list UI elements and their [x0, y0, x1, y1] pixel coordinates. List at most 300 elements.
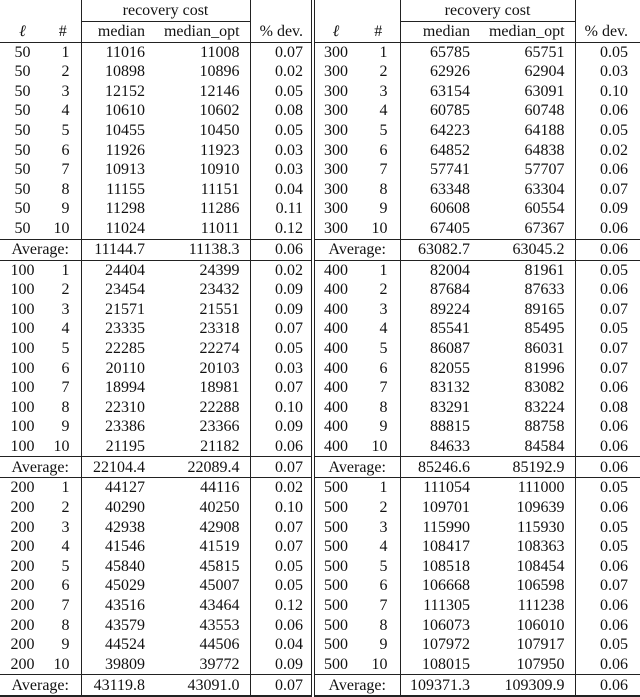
average-median-opt: 109309.9: [478, 675, 575, 697]
cell-instance: 4: [379, 102, 388, 120]
cell-median: 11926: [81, 141, 151, 161]
column-header-median-opt: median_opt: [478, 22, 575, 43]
cell-instance: 1: [379, 261, 388, 279]
table-row: [0, 498, 640, 518]
cell-dev: 0.06: [250, 616, 313, 636]
cell-instance: 1: [379, 479, 388, 497]
cell-instance: 2: [379, 63, 388, 81]
cell-median: 60785: [400, 101, 478, 121]
cell-dev: 0.08: [250, 101, 313, 121]
cell-median: 11155: [81, 180, 151, 200]
cell-l: 200: [10, 557, 35, 575]
average-row: [0, 675, 640, 697]
cell-l: 300: [313, 101, 357, 121]
average-median: 11144.7: [81, 239, 151, 260]
cell-median-opt: 63091: [524, 82, 565, 100]
cell-dev: 0.05: [575, 121, 640, 141]
cell-median-opt: 83224: [524, 398, 565, 416]
cell-dev: 0.05: [575, 478, 640, 498]
cell-median: 11298: [81, 199, 151, 219]
cell-median-opt: 109639: [516, 499, 565, 517]
cell-median: 85541: [400, 319, 478, 339]
cell-instance: 10: [53, 655, 70, 673]
cell-median: 108417: [400, 537, 478, 557]
cell-median: 86087: [400, 339, 478, 359]
cell-instance: 3: [61, 300, 70, 318]
cell-dev: 0.05: [250, 339, 313, 359]
column-header-median: median: [81, 22, 151, 43]
cell-l: 300: [313, 199, 357, 219]
average-median-opt: 11138.3: [151, 239, 250, 260]
blank-header: [357, 0, 400, 22]
cell-instance: 8: [379, 180, 388, 198]
cell-dev: 0.03: [250, 160, 313, 180]
cell-instance: 2: [61, 63, 70, 81]
cell-median-opt: 11151: [200, 180, 240, 198]
cell-dev: 0.06: [575, 280, 640, 300]
average-label: Average:: [0, 675, 81, 697]
cell-dev: 0.07: [250, 518, 313, 538]
cell-dev: 0.06: [575, 557, 640, 577]
cell-median-opt: 45007: [199, 577, 240, 595]
table-row: [0, 300, 640, 320]
cell-dev: 0.09: [250, 417, 313, 437]
cell-dev: 0.04: [250, 180, 313, 200]
cell-l: 200: [10, 616, 35, 634]
cell-median-opt: 22288: [199, 398, 240, 416]
cell-instance: 5: [379, 121, 388, 139]
table-row: [0, 537, 640, 557]
cell-instance: 5: [61, 121, 70, 139]
cell-l: 100: [10, 300, 35, 318]
cell-dev: 0.10: [250, 398, 313, 418]
cell-median-opt: 11923: [200, 141, 240, 159]
cell-instance: 6: [379, 141, 388, 159]
cell-median-opt: 44506: [199, 636, 240, 654]
average-median: 63082.7: [400, 239, 478, 260]
cell-dev: 0.06: [575, 219, 640, 239]
cell-median: 44127: [81, 478, 151, 498]
cell-dev: 0.06: [575, 498, 640, 518]
average-label: Average:: [313, 457, 400, 478]
cell-l: 200: [10, 655, 35, 673]
average-row: [0, 239, 640, 260]
cell-l: 400: [313, 437, 357, 457]
table-row: [0, 141, 640, 161]
table-row: [0, 378, 640, 398]
cell-median: 10898: [81, 62, 151, 82]
cell-instance: 6: [379, 359, 388, 377]
cell-instance: 5: [61, 339, 70, 357]
cell-instance: 6: [61, 141, 70, 159]
table-row: [0, 518, 640, 538]
cell-dev: 0.05: [575, 635, 640, 655]
table-row: [0, 655, 640, 675]
cell-l: 200: [10, 636, 35, 654]
cell-instance: 2: [61, 281, 70, 299]
cell-instance: 7: [379, 597, 388, 615]
cell-median: 45029: [81, 576, 151, 596]
table-row: [0, 635, 640, 655]
table-row: [0, 180, 640, 200]
cell-l: 400: [313, 378, 357, 398]
cell-median-opt: 24399: [199, 261, 240, 279]
cell-dev: 0.09: [575, 199, 640, 219]
cell-l: 400: [313, 359, 357, 379]
average-median: 85246.6: [400, 457, 478, 478]
cell-l: 200: [10, 499, 35, 517]
cell-instance: 4: [61, 538, 70, 556]
cell-instance: 9: [379, 418, 388, 436]
table-row: [0, 62, 640, 82]
cell-l: 500: [313, 655, 357, 675]
cell-l: 50: [14, 180, 31, 198]
cell-median: 65785: [400, 42, 478, 62]
cell-dev: 0.07: [250, 42, 313, 62]
cell-l: 100: [10, 339, 35, 357]
cell-dev: 0.02: [575, 141, 640, 161]
cell-instance: 10: [371, 219, 388, 237]
cell-instance: 1: [61, 261, 70, 279]
cell-dev: 0.11: [250, 199, 313, 219]
table-row: [0, 437, 640, 457]
blank-header: [313, 0, 357, 22]
cell-instance: 10: [53, 437, 70, 455]
cell-median: 108015: [400, 655, 478, 675]
cell-median-opt: 23318: [199, 320, 240, 338]
cell-median-opt: 39772: [199, 655, 240, 673]
average-label: Average:: [313, 239, 400, 260]
cell-dev: 0.07: [575, 300, 640, 320]
cell-median: 43579: [81, 616, 151, 636]
cell-l: 500: [313, 478, 357, 498]
cell-dev: 0.06: [575, 596, 640, 616]
cell-l: 100: [10, 320, 35, 338]
header-row-group: [0, 0, 640, 22]
cell-median-opt: 86031: [524, 339, 565, 357]
average-median-opt: 63045.2: [478, 239, 575, 260]
column-header-number: #: [45, 22, 81, 43]
cell-median: 23454: [81, 280, 151, 300]
cell-median-opt: 44116: [200, 479, 240, 497]
cell-l: 400: [313, 398, 357, 418]
cell-median-opt: 10910: [199, 161, 240, 179]
cell-median: 111054: [400, 478, 478, 498]
cell-l: 50: [14, 219, 31, 237]
column-header-dev: % dev.: [250, 22, 313, 43]
cell-l: 50: [14, 43, 31, 61]
cell-median-opt: 108363: [516, 538, 565, 556]
cell-median-opt: 21182: [200, 437, 240, 455]
cell-dev: 0.07: [575, 576, 640, 596]
cell-median-opt: 43464: [199, 597, 240, 615]
cell-instance: 1: [379, 43, 388, 61]
cell-median-opt: 64838: [524, 141, 565, 159]
cell-l: 100: [10, 437, 35, 455]
cell-dev: 0.02: [250, 478, 313, 498]
average-row: [0, 457, 640, 478]
cell-dev: 0.06: [575, 417, 640, 437]
cell-dev: 0.12: [250, 596, 313, 616]
column-header-number: #: [357, 22, 400, 43]
cell-median: 64852: [400, 141, 478, 161]
cell-instance: 5: [379, 557, 388, 575]
cell-l: 300: [313, 180, 357, 200]
cell-median: 22285: [81, 339, 151, 359]
cell-median: 11024: [81, 219, 151, 239]
cell-median: 82004: [400, 260, 478, 280]
cell-median: 89224: [400, 300, 478, 320]
cell-median: 67405: [400, 219, 478, 239]
average-label: Average:: [0, 239, 81, 260]
cell-median-opt: 23432: [199, 281, 240, 299]
cell-dev: 0.05: [575, 260, 640, 280]
cell-l: 500: [313, 596, 357, 616]
cell-median-opt: 10450: [199, 121, 240, 139]
cell-median: 23335: [81, 319, 151, 339]
table-row: [0, 596, 640, 616]
cell-median-opt: 81961: [524, 261, 565, 279]
cell-instance: 6: [61, 359, 70, 377]
cell-instance: 2: [379, 499, 388, 517]
table-row: [0, 260, 640, 280]
cell-median: 43516: [81, 596, 151, 616]
cell-instance: 10: [53, 219, 70, 237]
cell-instance: 9: [61, 636, 70, 654]
cell-median: 107972: [400, 635, 478, 655]
cell-dev: 0.05: [575, 537, 640, 557]
cell-dev: 0.06: [575, 655, 640, 675]
cell-l: 200: [10, 577, 35, 595]
cell-dev: 0.12: [250, 219, 313, 239]
cell-median-opt: 108454: [516, 557, 565, 575]
cell-instance: 3: [379, 82, 388, 100]
cell-median-opt: 64188: [524, 121, 565, 139]
cell-instance: 4: [379, 320, 388, 338]
average-dev: 0.07: [250, 675, 313, 697]
cell-l: 50: [14, 200, 31, 218]
cell-instance: 8: [61, 616, 70, 634]
cell-l: 50: [14, 121, 31, 139]
cell-median: 40290: [81, 498, 151, 518]
cell-dev: 0.07: [250, 537, 313, 557]
cell-median: 88815: [400, 417, 478, 437]
cell-dev: 0.05: [250, 121, 313, 141]
table-body: [0, 42, 640, 696]
cell-median: 63154: [400, 82, 478, 102]
cell-median-opt: 88758: [524, 418, 565, 436]
cell-median: 109701: [400, 498, 478, 518]
table-row: [0, 339, 640, 359]
cell-instance: 5: [379, 339, 388, 357]
cell-l: 400: [313, 319, 357, 339]
blank-header: [0, 0, 45, 22]
cell-median: 64223: [400, 121, 478, 141]
cell-dev: 0.03: [250, 141, 313, 161]
recovery-cost-header: recovery cost: [81, 0, 250, 22]
cell-l: 500: [313, 498, 357, 518]
cell-median-opt: 10896: [199, 63, 240, 81]
cell-dev: 0.05: [250, 82, 313, 102]
cell-dev: 0.10: [250, 498, 313, 518]
cell-instance: 7: [379, 161, 388, 179]
cell-instance: 3: [379, 518, 388, 536]
cell-instance: 9: [61, 418, 70, 436]
cell-median: 111305: [400, 596, 478, 616]
cell-instance: 8: [61, 398, 70, 416]
cell-median-opt: 42908: [199, 518, 240, 536]
cell-dev: 0.05: [575, 319, 640, 339]
cell-l: 400: [313, 280, 357, 300]
table-row: [0, 576, 640, 596]
cell-median-opt: 65751: [524, 43, 565, 61]
cell-median-opt: 41519: [199, 538, 240, 556]
cell-instance: 2: [379, 281, 388, 299]
average-label: Average:: [0, 457, 81, 478]
cell-instance: 7: [61, 379, 70, 397]
average-dev: 0.07: [250, 457, 313, 478]
cell-l: 400: [313, 300, 357, 320]
header-row-columns: [0, 22, 640, 43]
cell-median: 11016: [81, 42, 151, 62]
cell-median-opt: 115930: [517, 518, 565, 536]
cell-l: 50: [14, 141, 31, 159]
cell-median: 10455: [81, 121, 151, 141]
cell-median-opt: 12146: [199, 82, 240, 100]
cell-median: 45840: [81, 557, 151, 577]
cell-l: 50: [14, 63, 31, 81]
cell-l: 200: [10, 518, 35, 536]
cell-dev: 0.10: [575, 82, 640, 102]
cell-dev: 0.02: [250, 260, 313, 280]
cell-l: 300: [313, 219, 357, 239]
cell-l: 200: [10, 479, 35, 497]
cell-median-opt: 11008: [200, 43, 240, 61]
cell-median-opt: 63304: [524, 180, 565, 198]
average-dev: 0.06: [250, 239, 313, 260]
cell-l: 50: [14, 161, 31, 179]
cell-median: 62926: [400, 62, 478, 82]
cell-median: 82055: [400, 359, 478, 379]
cell-l: 50: [14, 82, 31, 100]
table-row: [0, 398, 640, 418]
table-row: [0, 121, 640, 141]
cell-median-opt: 10602: [199, 102, 240, 120]
cell-l: 500: [313, 518, 357, 538]
cell-instance: 4: [379, 538, 388, 556]
cell-l: 300: [313, 160, 357, 180]
cell-l: 100: [10, 359, 35, 377]
cell-instance: 10: [371, 655, 388, 673]
cell-dev: 0.07: [575, 339, 640, 359]
cell-l: 300: [313, 141, 357, 161]
cell-dev: 0.09: [250, 280, 313, 300]
cell-median-opt: 111000: [517, 479, 565, 497]
cell-median-opt: 11286: [200, 200, 240, 218]
cell-l: 300: [313, 42, 357, 62]
cell-dev: 0.03: [250, 359, 313, 379]
cell-median: 115990: [400, 518, 478, 538]
cell-dev: 0.09: [250, 655, 313, 675]
cell-instance: 1: [61, 479, 70, 497]
column-header-median: median: [400, 22, 478, 43]
cell-instance: 9: [379, 636, 388, 654]
cell-dev: 0.07: [250, 378, 313, 398]
cell-median-opt: 106010: [516, 616, 565, 634]
cell-median: 57741: [400, 160, 478, 180]
table-row: [0, 160, 640, 180]
cell-dev: 0.06: [575, 378, 640, 398]
cell-l: 50: [14, 102, 31, 120]
cell-median-opt: 67367: [524, 219, 565, 237]
cell-median: 60608: [400, 199, 478, 219]
cell-median-opt: 23366: [199, 418, 240, 436]
blank-header: [575, 0, 640, 22]
cell-median-opt: 21551: [199, 300, 240, 318]
cell-instance: 3: [379, 300, 388, 318]
cell-l: 500: [313, 616, 357, 636]
cell-l: 400: [313, 339, 357, 359]
cell-l: 500: [313, 557, 357, 577]
cell-median-opt: 60748: [524, 102, 565, 120]
cell-median-opt: 89165: [524, 300, 565, 318]
cell-median: 10610: [81, 101, 151, 121]
cell-median: 21195: [81, 437, 151, 457]
cell-instance: 7: [379, 379, 388, 397]
cell-median: 24404: [81, 260, 151, 280]
cell-median: 18994: [81, 378, 151, 398]
average-dev: 0.06: [575, 675, 640, 697]
cell-dev: 0.03: [575, 62, 640, 82]
average-dev: 0.06: [575, 457, 640, 478]
cell-instance: 7: [61, 161, 70, 179]
cell-l: 200: [10, 597, 35, 615]
cell-median: 44524: [81, 635, 151, 655]
cell-median-opt: 43553: [199, 616, 240, 634]
cell-median-opt: 83082: [524, 379, 565, 397]
cell-median-opt: 85495: [524, 320, 565, 338]
table-row: [0, 319, 640, 339]
column-header-l: ℓ: [0, 22, 45, 43]
cell-instance: 9: [61, 200, 70, 218]
cell-median-opt: 22274: [199, 339, 240, 357]
average-median-opt: 85192.9: [478, 457, 575, 478]
table-row: [0, 219, 640, 239]
average-median-opt: 43091.0: [151, 675, 250, 697]
cell-median-opt: 107950: [516, 655, 565, 673]
cell-dev: 0.06: [575, 160, 640, 180]
cell-instance: 4: [61, 320, 70, 338]
cell-l: 100: [10, 281, 35, 299]
cell-median-opt: 84584: [524, 437, 565, 455]
cell-dev: 0.04: [250, 635, 313, 655]
cell-dev: 0.06: [575, 616, 640, 636]
cell-median: 41546: [81, 537, 151, 557]
cell-median: 87684: [400, 280, 478, 300]
cell-l: 300: [313, 62, 357, 82]
cell-dev: 0.06: [575, 437, 640, 457]
column-header-l: ℓ: [313, 22, 357, 43]
cell-l: 100: [10, 418, 35, 436]
cell-median: 22310: [81, 398, 151, 418]
cell-median-opt: 40250: [199, 499, 240, 517]
cell-instance: 6: [379, 577, 388, 595]
cell-instance: 8: [379, 398, 388, 416]
cell-median-opt: 107917: [516, 636, 565, 654]
blank-header: [45, 0, 81, 22]
cell-median: 39809: [81, 655, 151, 675]
table-row: [0, 101, 640, 121]
